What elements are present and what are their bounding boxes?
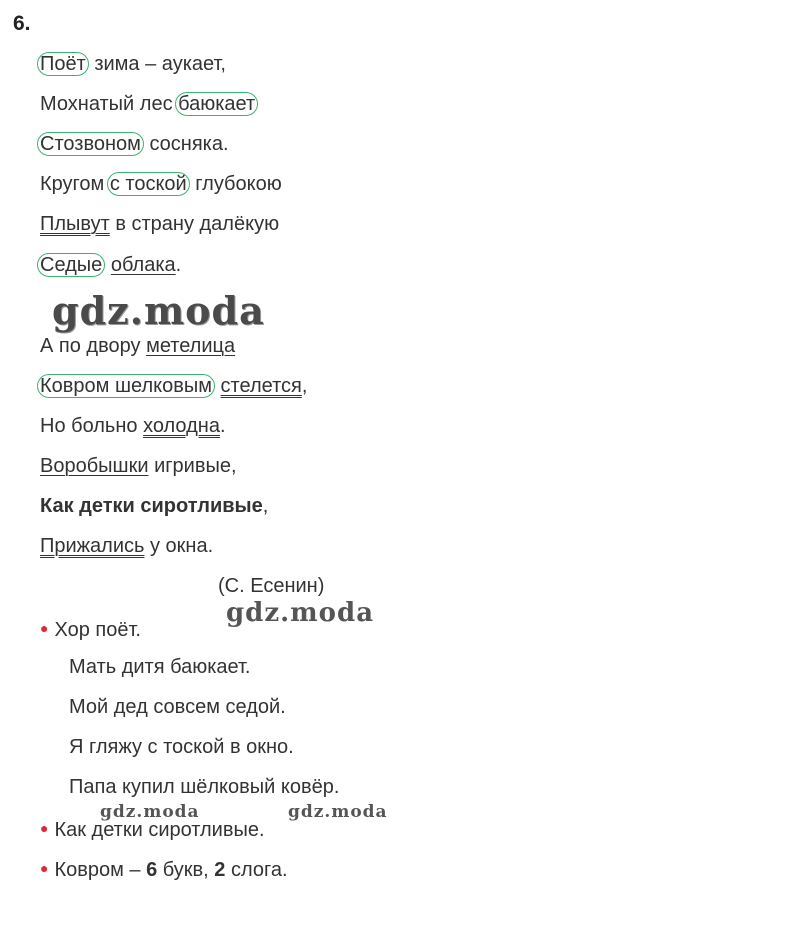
circled-word: Поёт xyxy=(37,52,89,76)
line-text: сосняка. xyxy=(143,133,229,155)
poem-line-3 xyxy=(40,131,229,157)
exercise-number: 6. xyxy=(13,12,31,35)
subject-word: метелица xyxy=(146,335,236,357)
line-text: Но больно xyxy=(40,415,144,437)
answer-1-sub-3: Я гляжу с тоской в окно. xyxy=(69,736,294,758)
poem-line-9 xyxy=(40,413,226,439)
poem-line-12 xyxy=(40,533,213,559)
syllable-count: 2 xyxy=(214,859,226,881)
poem-line-10 xyxy=(40,453,237,479)
poem-line-8 xyxy=(40,373,307,399)
poem-line-2 xyxy=(40,91,258,117)
circled-word: баюкает xyxy=(175,92,258,116)
answer-3 xyxy=(40,855,288,883)
line-text: Кругом xyxy=(40,173,110,195)
line-text: А по двору xyxy=(40,335,147,357)
line-text: в страну далёкую xyxy=(109,213,280,235)
line-text: у окна. xyxy=(144,535,214,557)
line-text: игривые, xyxy=(148,455,237,477)
bullet-icon: ● xyxy=(40,860,49,876)
answer-1-sub-4: Папа купил шёлковый ковёр. xyxy=(69,776,340,798)
answer-text: слога. xyxy=(225,859,288,881)
poem-line-6 xyxy=(40,252,181,278)
answer-text: Хор поёт. xyxy=(54,619,141,641)
subject-word: Воробышки xyxy=(40,455,149,477)
line-text: глубокою xyxy=(189,173,282,195)
answer-text: Как детки сиротливые. xyxy=(54,819,265,841)
poem-line-5 xyxy=(40,211,279,237)
circled-word: Стозвоном xyxy=(37,132,144,156)
bullet-icon: ● xyxy=(40,620,49,636)
punct: , xyxy=(301,375,308,397)
punct: . xyxy=(219,415,226,437)
watermark: gdz.moda xyxy=(100,802,200,822)
punct: . xyxy=(175,254,182,276)
poem-line-11 xyxy=(40,493,268,519)
circled-word: Седые xyxy=(37,253,105,277)
bold-phrase: Как детки сиротливые xyxy=(40,495,263,517)
circled-word: с тоской xyxy=(107,172,190,196)
line-text: Мохнатый лес xyxy=(40,93,179,115)
answer-1-sub-2: Мой дед совсем седой. xyxy=(69,696,286,718)
punct: , xyxy=(262,495,269,517)
poem-author: (С. Есенин) xyxy=(218,575,325,597)
watermark: gdz.moda xyxy=(226,598,375,628)
circled-word: Ковром шелковым xyxy=(37,374,215,398)
watermark: gdz.moda xyxy=(288,802,388,822)
answer-1-sub-1: Мать дитя баюкает. xyxy=(69,656,251,678)
predicate-word: Плывут xyxy=(40,213,110,235)
poem-line-1 xyxy=(40,51,226,77)
subject-word: облака xyxy=(110,254,176,276)
predicate-word: Прижались xyxy=(40,535,145,557)
line-text: зима – аукает, xyxy=(88,53,226,75)
answer-text: Ковром – xyxy=(54,859,147,881)
answer-1 xyxy=(40,615,141,643)
bullet-icon: ● xyxy=(40,820,49,836)
poem-line-4 xyxy=(40,171,282,197)
watermark: gdz.moda xyxy=(52,288,265,333)
predicate-word: холодна xyxy=(143,415,220,437)
answer-text: букв, xyxy=(157,859,215,881)
poem-line-7 xyxy=(40,333,235,359)
letter-count: 6 xyxy=(146,859,158,881)
predicate-word: стелется xyxy=(220,375,302,397)
